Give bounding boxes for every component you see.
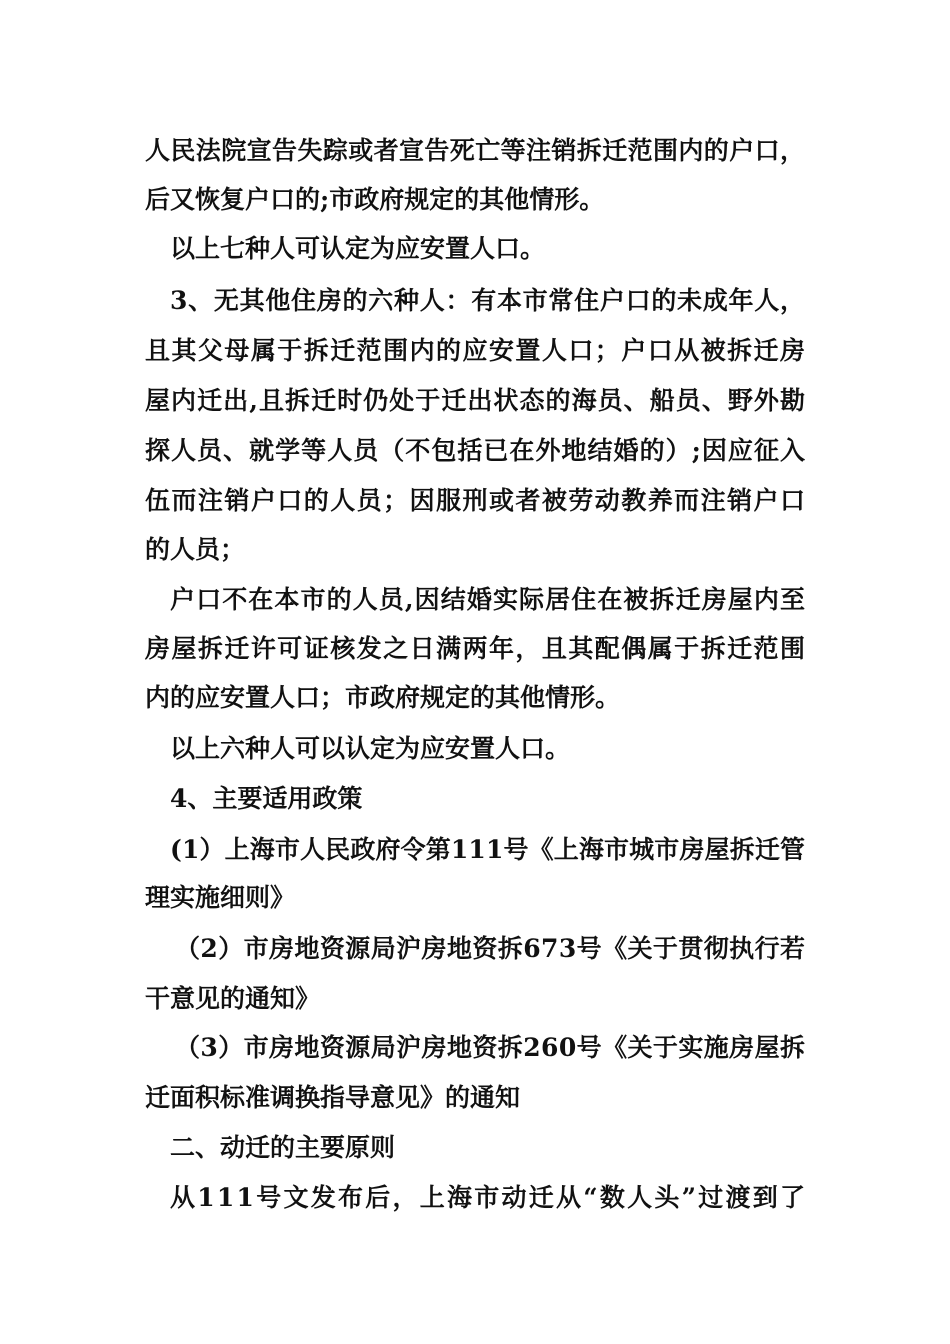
text-line: (1）上海市人民政府令第111号《上海市城市房屋拆迁管 xyxy=(170,835,806,864)
text-line: （2）市房地资源局沪房地资拆673号《关于贯彻执行若 xyxy=(175,934,806,963)
text-line: 且其父母属于拆迁范围内的应安置人口；户口从被拆迁房 xyxy=(145,336,807,365)
text-line: 后又恢复户口的;市政府规定的其他情形。 xyxy=(145,185,605,214)
text-line: 屋内迁出,且拆迁时仍处于迁出状态的海员、船员、野外勘 xyxy=(145,386,807,415)
section-heading: 二、动迁的主要原则 xyxy=(170,1133,396,1162)
text-line: 人民法院宣告失踪或者宣告死亡等注销拆迁范围内的户口， xyxy=(145,136,806,165)
text-line: 伍而注销户口的人员；因服刑或者被劳动教养而注销户口 xyxy=(145,486,807,515)
text-line: 的人员； xyxy=(145,535,246,564)
text-line: 从111号文发布后，上海市动迁从“数人头”过渡到了 xyxy=(170,1183,808,1212)
text-line: （3）市房地资源局沪房地资拆260号《关于实施房屋拆 xyxy=(175,1033,806,1062)
text-line: 探人员、就学等人员（不包括已在外地结婚的）;因应征入 xyxy=(145,436,807,465)
text-line: 户口不在本市的人员,因结婚实际居住在被拆迁房屋内至 xyxy=(170,585,807,614)
text-line: 理实施细则》 xyxy=(145,883,296,912)
text-line: 以上六种人可以认定为应安置人口。 xyxy=(170,734,571,763)
text-line: 干意见的通知》 xyxy=(145,984,321,1013)
text-line: 房屋拆迁许可证核发之日满两年，且其配偶属于拆迁范围 xyxy=(145,634,807,663)
text-line: 内的应安置人口；市政府规定的其他情形。 xyxy=(145,683,621,712)
text-line: 3、无其他住房的六种人：有本市常住户口的未成年人， xyxy=(170,286,806,315)
text-line: 4、主要适用政策 xyxy=(170,784,363,813)
text-line: 以上七种人可认定为应安置人口。 xyxy=(170,234,546,263)
text-line: 迁面积标准调换指导意见》的通知 xyxy=(145,1083,521,1112)
